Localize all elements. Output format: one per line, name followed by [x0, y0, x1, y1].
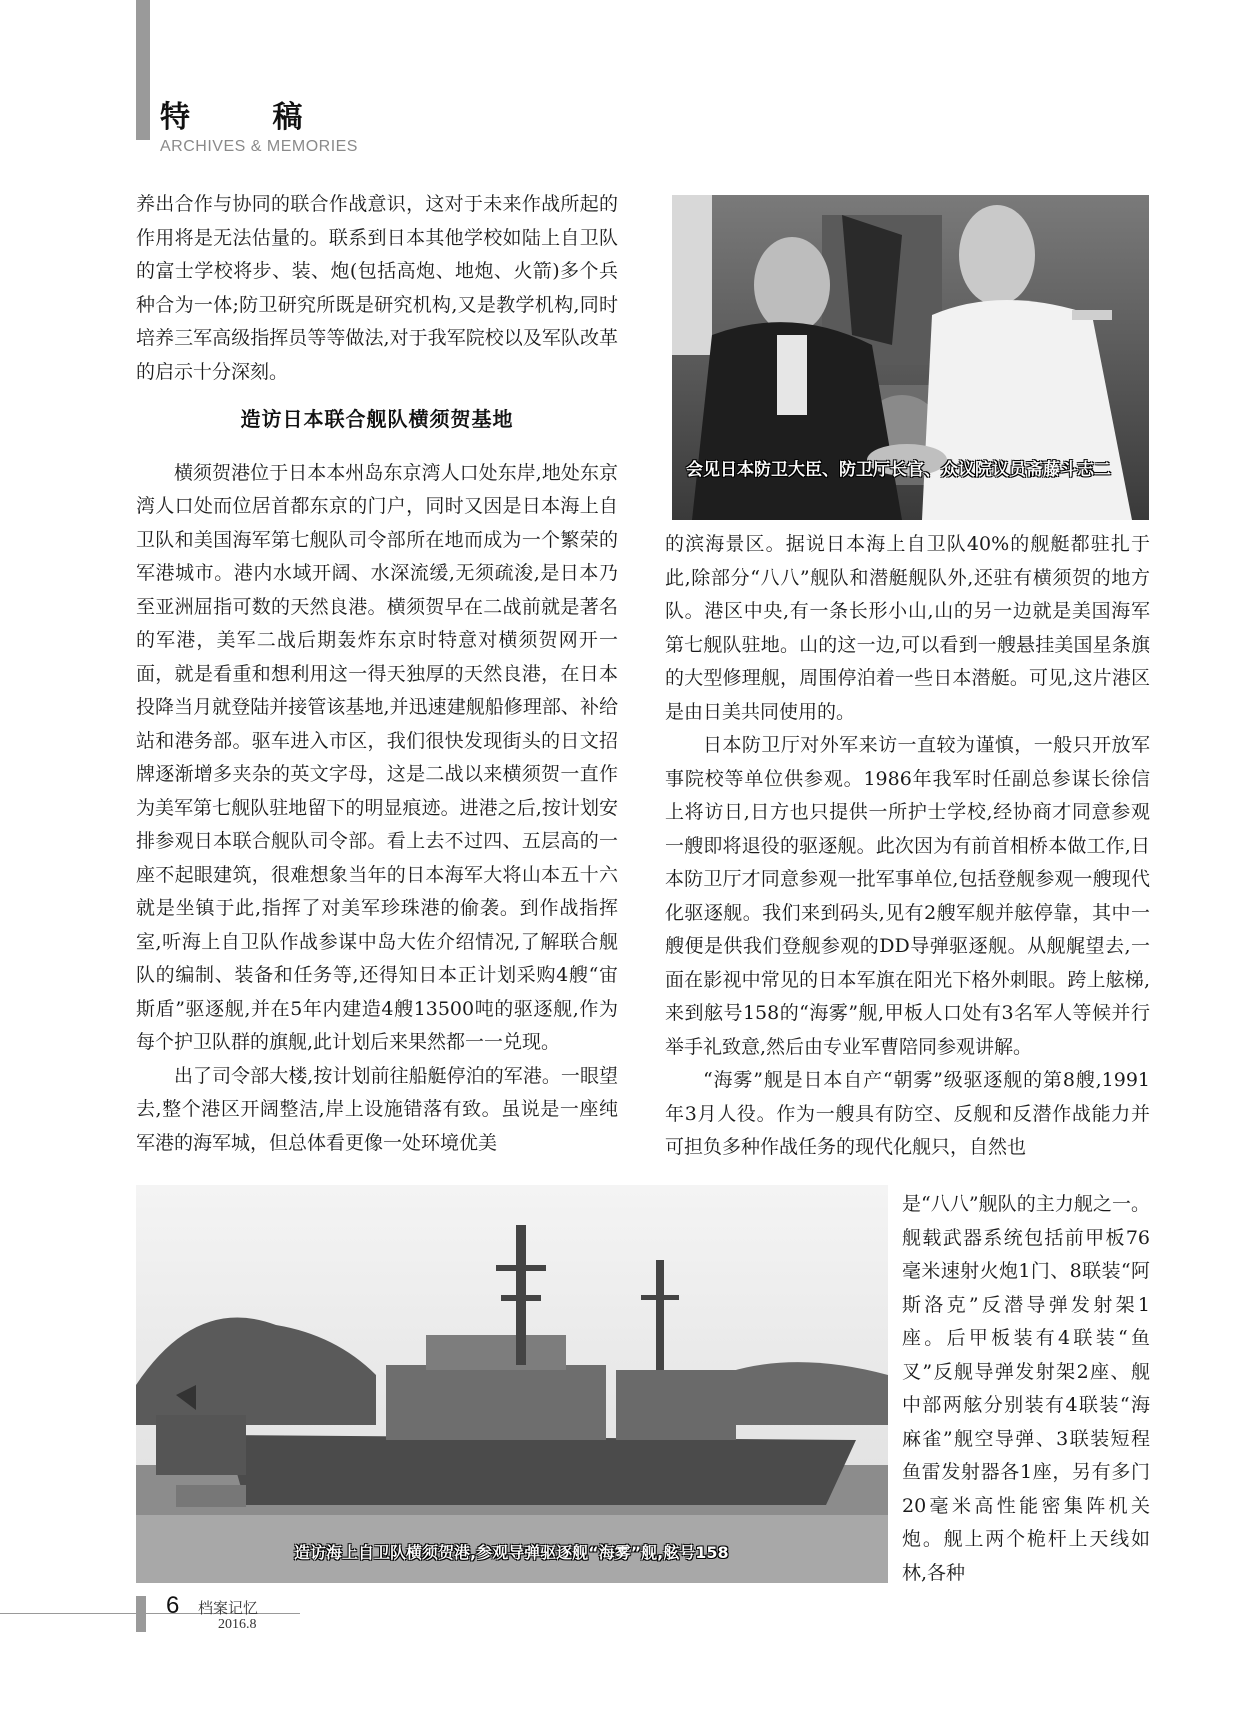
- page-number: 6: [166, 1592, 180, 1619]
- header-accent-bar: [136, 0, 150, 140]
- body-paragraph: 日本防卫厅对外军来访一直较为谨慎，一般只开放军事院校等单位供参观。1986年我军时任副总参谋长徐信上将访日,日方也只提供一所护士学校,经协商才同意参观一艘即将退役的驱逐舰。此次因为有前首相桥本做工作,日本防卫厅才同意参观一批军事单位,包括登舰参观一艘现代化驱逐舰。我们来到码头,见有2艘军舰并舷停靠，其中一艘便是供我们登舰参观的DD导弹驱逐舰。从舰艉望去,一面在影视中常见的日本军旗在阳光下格外刺眼。跨上舷梯,来到舷号158的“海雾”舰,甲板人口处有3名军人等候并行举手礼致意,然后由专业军曹陪同参观讲解。: [665, 734, 1150, 1058]
- right-narrow-column: [902, 1188, 1150, 1590]
- destroyer-photo-image: [136, 1185, 888, 1583]
- body-paragraph: 出了司令部大楼,按计划前往船艇停泊的军港。一眼望去,整个港区开阔整洁,岸上设施错落有致。虽说是一座纯军港的海军城，但总体看更像一处环境优美: [136, 1064, 618, 1154]
- article-subheading: 造访日本联合舰队横须贺基地: [240, 407, 514, 431]
- section-subtitle: ARCHIVES & MEMORIES: [160, 138, 358, 155]
- body-paragraph: “海雾”舰是日本自产“朝雾”级驱逐舰的第8艘,1991年3月人役。作为一艘具有防空、反舰和反潜作战能力并可担负多种作战任务的现代化舰只，自然也: [665, 1069, 1150, 1158]
- meeting-photo-caption: 会见日本防卫大臣、防卫厅长官、众议院议员斋藤斗志二: [686, 460, 1111, 480]
- destroyer-photo: [136, 1185, 888, 1583]
- section-title: 特 稿: [160, 100, 339, 135]
- footer-accent-bar: [136, 1596, 146, 1632]
- right-column: [665, 528, 1150, 1165]
- body-paragraph: 是“八八”舰队的主力舰之一。舰载武器系统包括前甲板76毫米速射火炮1门、8联装“阿斯洛克”反潜导弹发射架1座。后甲板装有4联装“鱼叉”反舰导弹发射架2座、舰中部两舷分别装有4联装“海麻雀”舰空导弹、3联装短程鱼雷发射器各1座，另有多门20毫米高性能密集阵机关炮。舰上两个桅杆上天线如林,各种: [902, 1193, 1150, 1584]
- left-column: [136, 188, 618, 1160]
- body-paragraph: 横须贺港位于日本本州岛东京湾人口处东岸,地处东京湾人口处而位居首都东京的门户，同时又因是日本海上自卫队和美国海军第七舰队司令部所在地而成为一个繁荣的军港城市。港内水域开阔、水深流缓,无须疏浚,是日本乃至亚洲屈指可数的天然良港。横须贺早在二战前就是著名的军港，美军二战后期轰炸东京时特意对横须贺网开一面，就是看重和想利用这一得天独厚的天然良港，在日本投降当月就登陆并接管该基地,并迅速建舰船修理部、补给站和港务部。驱车进入市区，我们很快发现街头的日文招牌逐渐增多夹杂的英文字母，这是二战以来横须贺一直作为美军第七舰队驻地留下的明显痕迹。进港之后,按计划安排参观日本联合舰队司令部。看上去不过四、五层高的一座不起眼建筑，很难想象当年的日本海军大将山本五十六就是坐镇于此,指挥了对美军珍珠港的偷袭。到作战指挥室,听海上自卫队作战参谋中岛大佐介绍情况,了解联合舰队的编制、装备和任务等,还得知日本正计划采购4艘“宙斯盾”驱逐舰,并在5年内建造4艘13500吨的驱逐舰,作为每个护卫队群的旗舰,此计划后来果然都一一兑现。: [136, 461, 618, 1053]
- destroyer-photo-caption: 造访海上自卫队横须贺港,参观导弹驱逐舰“海雾”舰,舷号158: [294, 1543, 729, 1562]
- meeting-photo: [672, 195, 1149, 520]
- issue-date: 2016.8: [218, 1617, 257, 1632]
- body-paragraph: 的滨海景区。据说日本海上自卫队40%的舰艇都驻扎于此,除部分“八八”舰队和潜艇舰队外,还驻有横须贺的地方队。港区中央,有一条长形小山,山的另一边就是美国海军第七舰队驻地。山的这一边,可以看到一艘悬挂美国星条旗的大型修理舰，周围停泊着一些日本潜艇。可见,这片港区是由日美共同使用的。: [665, 533, 1150, 723]
- intro-paragraph: 养出合作与协同的联合作战意识，这对于未来作战所起的作用将是无法估量的。联系到日本其他学校如陆上自卫队的富士学校将步、装、炮(包括高炮、地炮、火箭)多个兵种合为一体;防卫研究所既是研究机构,又是教学机构,同时培养三军高级指挥员等等做法,对于我军院校以及军队改革的启示十分深刻。: [136, 193, 618, 383]
- journal-name: 档案记忆: [198, 1599, 259, 1617]
